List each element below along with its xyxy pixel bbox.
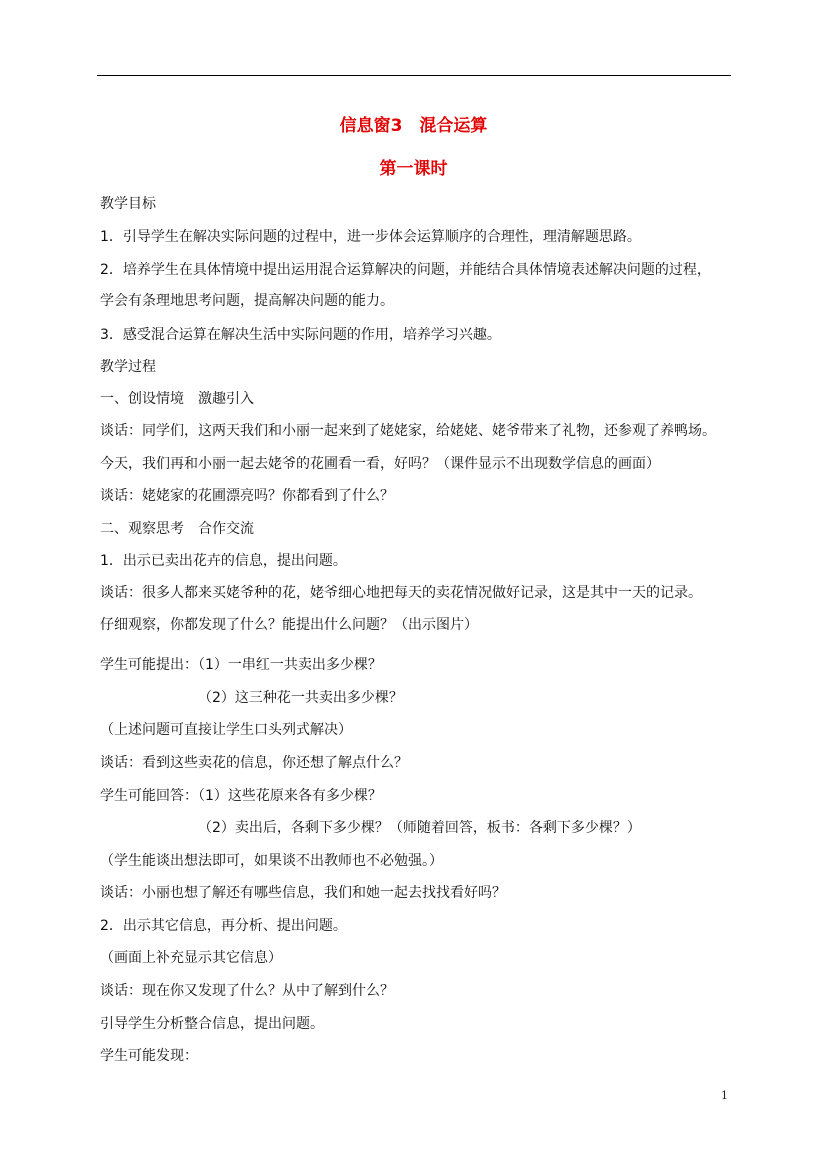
paragraph-line: 谈话：现在你又发现了什么？从中了解到什么？ — [100, 983, 394, 999]
page-number: 1 — [721, 1089, 728, 1102]
paragraph-line: （学生能谈出想法即可，如果谈不出教师也不必勉强。） — [100, 853, 443, 869]
section-1-heading: 一、创设情境 激趣引入 — [100, 391, 254, 407]
section-2-heading: 二、观察思考 合作交流 — [100, 521, 254, 537]
header-rule — [97, 75, 731, 76]
paragraph-line: 谈话：小丽也想了解还有哪些信息，我们和她一起去找找看好吗？ — [100, 885, 506, 901]
heading-teaching-goals: 教学目标 — [100, 196, 156, 212]
step-2-heading: 2．出示其它信息，再分析、提出问题。 — [100, 918, 347, 934]
goal-2: 2．培养学生在具体情境中提出运用混合运算解决的问题，并能结合具体情境表述解决问题的过程， — [100, 262, 711, 278]
paragraph-line: （画面上补充显示其它信息） — [100, 950, 282, 966]
step-1-heading: 1．出示已卖出花卉的信息，提出问题。 — [100, 553, 347, 569]
paragraph-line: 谈话：看到这些卖花的信息，你还想了解点什么？ — [100, 755, 408, 771]
paragraph-line: （上述问题可直接让学生口头列式解决） — [100, 722, 352, 738]
indented-line: （2）卖出后，各剩下多少棵？（师随着回答，板书：各剩下多少棵？） — [198, 820, 641, 836]
goal-3: 3．感受混合运算在解决生活中实际问题的作用，培养学习兴趣。 — [100, 327, 501, 343]
goal-2-continued: 学会有条理地思考问题，提高解决问题的能力。 — [100, 293, 394, 309]
paragraph-line: 引导学生分析整合信息，提出问题。 — [100, 1016, 324, 1032]
lesson-subtitle: 第一课时 — [379, 159, 448, 179]
paragraph-line: 今天，我们再和小丽一起去姥爷的花圃看一看，好吗？（课件显示不出现数学信息的画面） — [100, 456, 660, 472]
goal-1: 1．引导学生在解决实际问题的过程中，进一步体会运算顺序的合理性，理清解题思路。 — [100, 229, 641, 245]
document-title: 信息窗3 混合运算 — [339, 116, 488, 136]
paragraph-line: 仔细观察，你都发现了什么？能提出什么问题？（出示图片） — [100, 617, 478, 633]
paragraph-line: 学生可能发现： — [100, 1048, 198, 1064]
paragraph-line: 谈话：姥姥家的花圃漂亮吗？你都看到了什么？ — [100, 488, 394, 504]
paragraph-line: 谈话：同学们，这两天我们和小丽一起来到了姥姥家，给姥姥、姥爷带来了礼物，还参观了养鸭场。 — [100, 423, 716, 439]
heading-teaching-process: 教学过程 — [100, 359, 156, 375]
paragraph-line: 学生可能提出：（1）一串红一共卖出多少棵？ — [100, 657, 382, 673]
indented-line: （2）这三种花一共卖出多少棵？ — [198, 690, 403, 706]
paragraph-line: 学生可能回答：（1）这些花原来各有多少棵？ — [100, 788, 382, 804]
paragraph-line: 谈话：很多人都来买姥爷种的花，姥爷细心地把每天的卖花情况做好记录，这是其中一天的记录。 — [100, 585, 702, 601]
